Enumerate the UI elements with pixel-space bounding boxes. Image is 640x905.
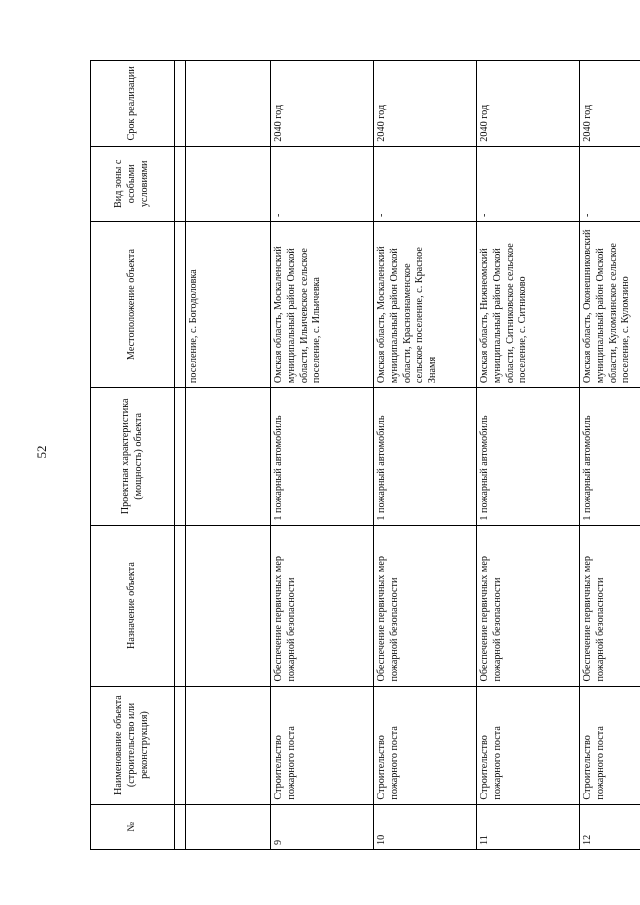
header-location: Местоположение объекта bbox=[91, 221, 175, 387]
table-row-continuation bbox=[186, 61, 271, 850]
cell-zone-type: - bbox=[580, 146, 640, 221]
table-row bbox=[477, 61, 580, 850]
cell-capacity: 1 пожарный автомобиль bbox=[580, 388, 640, 526]
cell-location: Омская область, Москаленский муниципальный район Омской области, Ильичевское сельское поселение, с. Ильичевка bbox=[271, 221, 374, 387]
cell-object-name: Строительство пожарного поста bbox=[271, 686, 374, 804]
table-header-row bbox=[91, 61, 175, 850]
header-capacity: Проектная характеристика (мощность) объекта bbox=[91, 388, 175, 526]
cell-purpose: Обеспечение первичных мер пожарной безопасности bbox=[580, 525, 640, 686]
cell-purpose: Обеспечение первичных мер пожарной безопасности bbox=[271, 525, 374, 686]
table-row bbox=[271, 61, 374, 850]
cell-term: 2040 год bbox=[271, 61, 374, 147]
cell-number: 11 bbox=[477, 804, 580, 849]
header-number: № bbox=[91, 804, 175, 849]
header-object-name: Наименование объекта (строительство или реконструкция) bbox=[91, 686, 175, 804]
header-purpose: Назначение объекта bbox=[91, 525, 175, 686]
header-zone-type: Вид зоны с особыми условиями bbox=[91, 146, 175, 221]
cell-capacity: 1 пожарный автомобиль bbox=[374, 388, 477, 526]
cell-zone-type: - bbox=[271, 146, 374, 221]
cell-term: 2040 год bbox=[374, 61, 477, 147]
cell-object-name: Строительство пожарного поста bbox=[374, 686, 477, 804]
table-row bbox=[374, 61, 477, 850]
cell-capacity: 1 пожарный автомобиль bbox=[271, 388, 374, 526]
cell-term: 2040 год bbox=[477, 61, 580, 147]
cell-number: 10 bbox=[374, 804, 477, 849]
cell-zone-type: - bbox=[374, 146, 477, 221]
rotated-table-container bbox=[90, 60, 632, 850]
cell-purpose: Обеспечение первичных мер пожарной безопасности bbox=[477, 525, 580, 686]
cell-capacity: 1 пожарный автомобиль bbox=[477, 388, 580, 526]
table-spacer-row bbox=[175, 61, 186, 850]
cell-location: Омская область, Нижнеомский муниципальный район Омской области, Ситниковское сельское поселение, с. Ситниково bbox=[477, 221, 580, 387]
header-term: Срок реализации bbox=[91, 61, 175, 147]
cell-object-name: Строительство пожарного поста bbox=[580, 686, 640, 804]
cell-object-name: Строительство пожарного поста bbox=[477, 686, 580, 804]
cell-zone-type: - bbox=[477, 146, 580, 221]
cell-location: Омская область, Оконешниковский муниципальный район Омской области, Куломзинское сельское поселение, с. Куломзино bbox=[580, 221, 640, 387]
cell-term: 2040 год bbox=[580, 61, 640, 147]
cell-number: 12 bbox=[580, 804, 640, 849]
cell-purpose: Обеспечение первичных мер пожарной безопасности bbox=[374, 525, 477, 686]
cell-number: 9 bbox=[271, 804, 374, 849]
page-number: 52 bbox=[34, 445, 49, 459]
objects-table bbox=[90, 60, 640, 850]
table-row bbox=[580, 61, 640, 850]
cell-location: поселение, с. Богодоловка bbox=[186, 221, 271, 387]
cell-location: Омская область, Москаленский муниципальный район Омской области, Краснознаменское сельское поселение, с. Красное Знамя bbox=[374, 221, 477, 387]
